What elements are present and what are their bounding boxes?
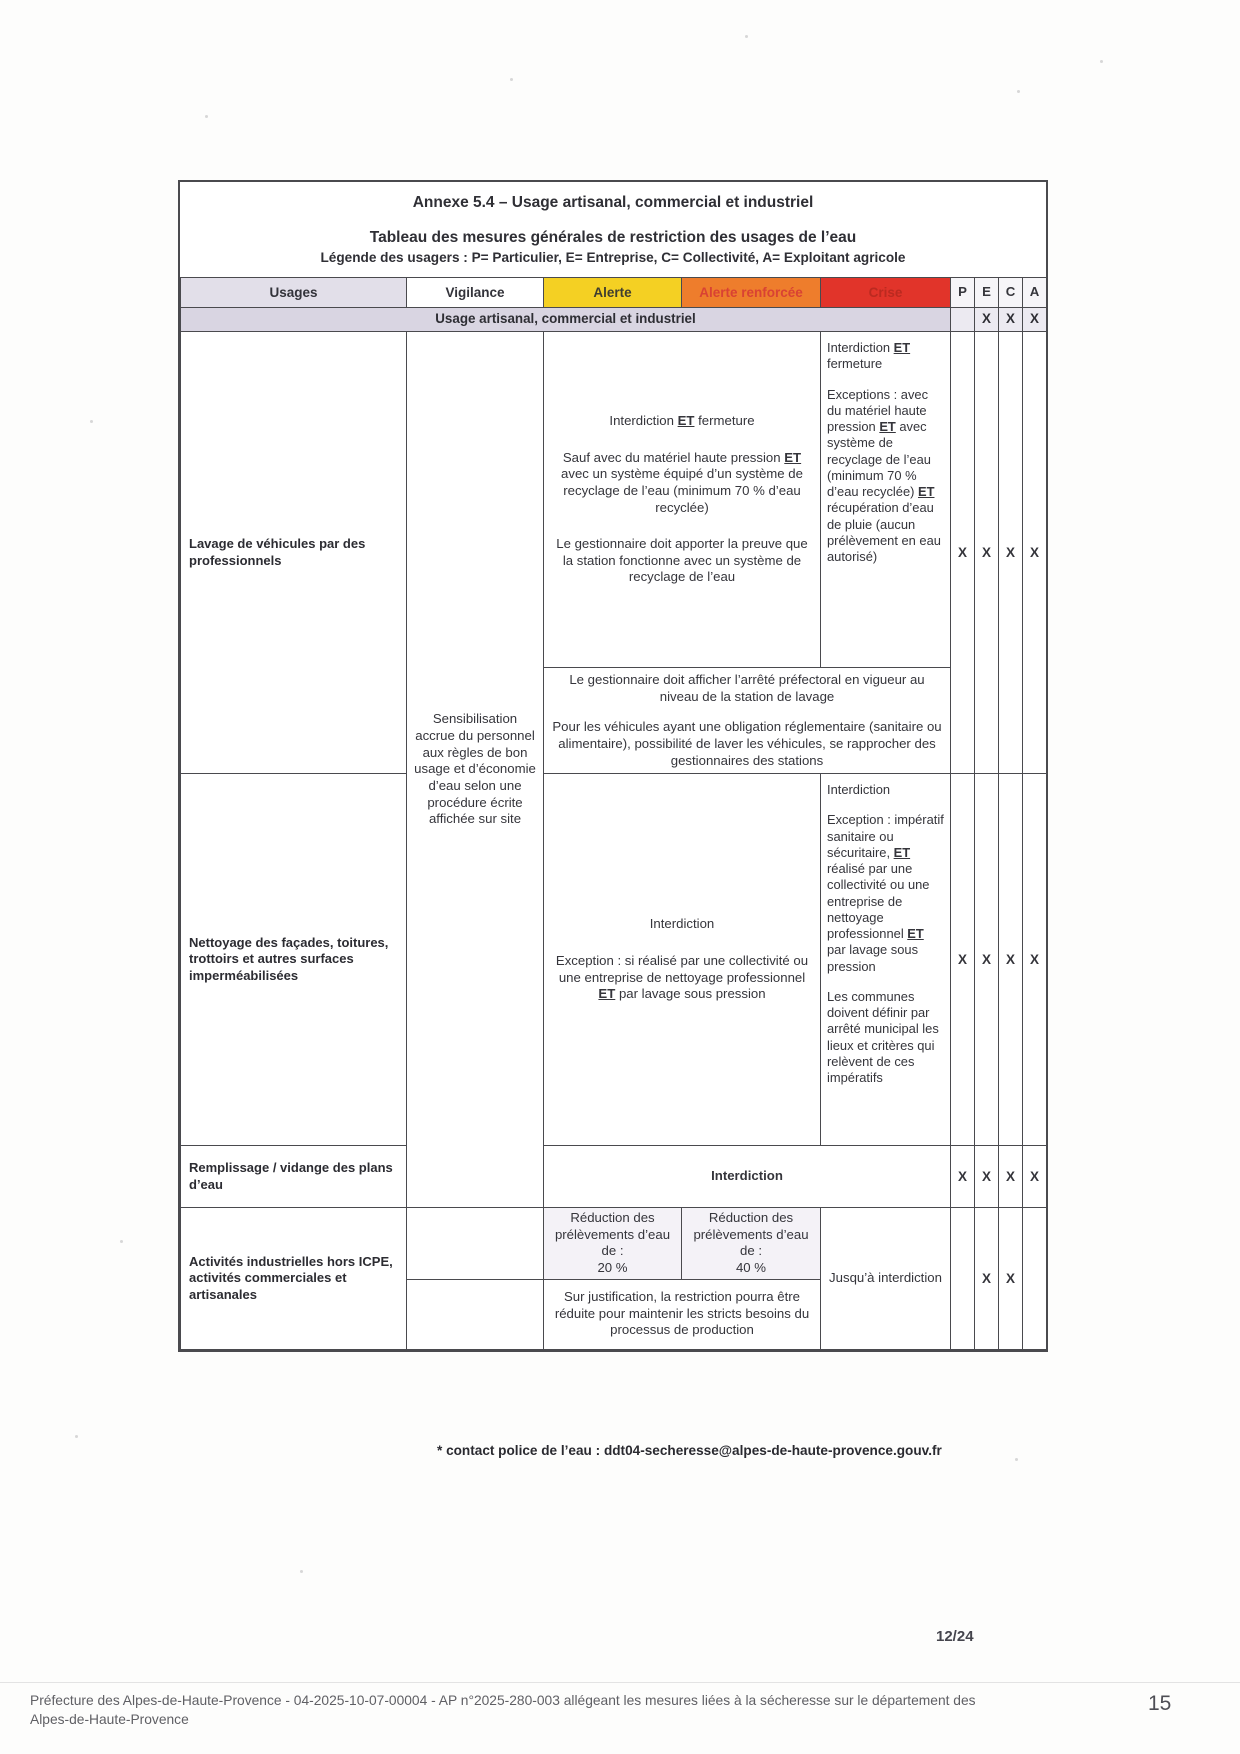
scan-noise bbox=[75, 1435, 78, 1438]
row-remplissage bbox=[181, 1146, 1047, 1208]
mark-lavage-p: X bbox=[951, 332, 975, 774]
annex-title: Annexe 5.4 – Usage artisanal, commercial et industriel bbox=[412, 194, 814, 211]
mark-remplissage-c: X bbox=[999, 1146, 1023, 1208]
cell-lavage-alerte: Interdiction ET fermeture Sauf avec du matériel haute pression ET avec un système équipé d’un système de recyclage de l’eau (minimum 70 % d’eau recyclée) Le gestionnaire doit apporter la preuve que la station fonctionne avec un système de recyclage de l’eau bbox=[544, 332, 821, 668]
footer-page-number: 15 bbox=[1148, 1692, 1172, 1715]
cell-lavage-crise: Interdiction ET fermeture Exceptions : avec du matériel haute pression ET avec système de recyclage de l’eau (minimum 70 % d’eau recyclée) ET récupération d’eau de pluie (aucun prélèvement en eau autorisé) bbox=[821, 332, 951, 668]
mark-activites-e: X bbox=[975, 1208, 999, 1350]
mark-activites-c: X bbox=[999, 1208, 1023, 1350]
cell-lavage-usage: Lavage de véhicules par des professionnels bbox=[181, 332, 407, 774]
contact-footnote: * contact police de l’eau : ddt04-secheresse@alpes-de-haute-provence.gouv.fr bbox=[437, 1443, 942, 1458]
scan-noise bbox=[745, 35, 748, 38]
footer-divider bbox=[0, 1682, 1240, 1683]
table-header-row bbox=[181, 278, 1047, 308]
mark-activites-p bbox=[951, 1208, 975, 1350]
scan-noise bbox=[510, 78, 513, 81]
section-row bbox=[181, 308, 1047, 332]
scan-page-number: 12/24 bbox=[936, 1628, 974, 1645]
cell-nettoyage-alerte: Interdiction Exception : si réalisé par une collectivité ou une entreprise de nettoyage professionnel ET par lavage sous pression bbox=[544, 774, 821, 1146]
cell-activites-vigilance-bottom bbox=[407, 1279, 544, 1349]
mark-remplissage-p: X bbox=[951, 1146, 975, 1208]
section-row-label: Usage artisanal, commercial et industriel bbox=[181, 308, 951, 332]
mark-lavage-e: X bbox=[975, 332, 999, 774]
cell-nettoyage-crise: Interdiction Exception : impératif sanitaire ou sécuritaire, ET réalisé par une collectivité ou une entreprise de nettoyage professionnel ET par lavage sous pression Les communes doivent définir par arrêté municipal les lieux et critères qui relèvent de ces impératifs bbox=[821, 774, 951, 1146]
mark-nettoyage-c: X bbox=[999, 774, 1023, 1146]
cell-activites-note: Sur justification, la restriction pourra être réduite pour maintenir les stricts besoins du processus de production bbox=[544, 1279, 821, 1349]
title-block bbox=[180, 182, 1046, 271]
cell-vigilance-shared: Sensibilisation accrue du personnel aux règles de bon usage et d’économie d’eau selon une procédure écrite affichée sur site bbox=[407, 332, 544, 1208]
header-crise: Crise bbox=[821, 278, 951, 308]
cell-nettoyage-usage: Nettoyage des façades, toitures, trottoirs et autres surfaces imperméabilisées bbox=[181, 774, 407, 1146]
header-c: C bbox=[999, 278, 1023, 308]
scan-noise bbox=[120, 1240, 123, 1243]
measures-table bbox=[180, 277, 1047, 1350]
header-p: P bbox=[951, 278, 975, 308]
cell-activites-vigilance-top bbox=[407, 1208, 544, 1280]
cell-remplissage-usage: Remplissage / vidange des plans d’eau bbox=[181, 1146, 407, 1208]
mark-lavage-c: X bbox=[999, 332, 1023, 774]
cell-activites-alerte: Réduction des prélèvements d’eau de : 20 % bbox=[544, 1208, 682, 1280]
header-e: E bbox=[975, 278, 999, 308]
cell-lavage-note: Le gestionnaire doit afficher l’arrêté préfectoral en vigueur au niveau de la station de lavage Pour les véhicules ayant une obligation réglementaire (sanitaire ou alimentaire), possibilité de laver les véhicules, se rapprocher des gestionnaires des stations bbox=[544, 668, 951, 774]
row-nettoyage bbox=[181, 774, 1047, 1146]
section-mark-c: X bbox=[999, 308, 1023, 332]
header-alerte: Alerte bbox=[544, 278, 682, 308]
mark-nettoyage-p: X bbox=[951, 774, 975, 1146]
section-mark-a: X bbox=[1023, 308, 1047, 332]
row-activites bbox=[181, 1208, 1047, 1280]
mark-nettoyage-a: X bbox=[1023, 774, 1047, 1146]
scan-noise bbox=[1017, 90, 1020, 93]
restriction-measures-table bbox=[178, 180, 1048, 1352]
scan-noise bbox=[1100, 60, 1103, 63]
section-mark-p bbox=[951, 308, 975, 332]
row-lavage bbox=[181, 332, 1047, 668]
mark-remplissage-e: X bbox=[975, 1146, 999, 1208]
footer-reference: Préfecture des Alpes-de-Haute-Provence - 04-2025-10-07-00004 - AP n°2025-280-003 allégeant les mesures liées à la sécheresse sur le département des Alpes-de-Haute-Provence bbox=[30, 1693, 976, 1727]
section-mark-e: X bbox=[975, 308, 999, 332]
mark-remplissage-a: X bbox=[1023, 1146, 1047, 1208]
mark-nettoyage-e: X bbox=[975, 774, 999, 1146]
users-legend: Légende des usagers : P= Particulier, E= Entreprise, C= Collectivité, A= Exploitant agricole bbox=[320, 250, 906, 265]
cell-activites-crise: Jusqu’à interdiction bbox=[821, 1208, 951, 1350]
mark-activites-a bbox=[1023, 1208, 1047, 1350]
header-usages: Usages bbox=[181, 278, 407, 308]
scan-noise bbox=[300, 1570, 303, 1573]
cell-activites-renforcee: Réduction des prélèvements d’eau de : 40 % bbox=[682, 1208, 821, 1280]
mark-lavage-a: X bbox=[1023, 332, 1047, 774]
header-vigilance: Vigilance bbox=[407, 278, 544, 308]
header-a: A bbox=[1023, 278, 1047, 308]
cell-activites-usage: Activités industrielles hors ICPE, activités commerciales et artisanales bbox=[181, 1208, 407, 1350]
table-title: Tableau des mesures générales de restriction des usages de l’eau bbox=[369, 229, 857, 246]
scan-noise bbox=[1015, 1458, 1018, 1461]
cell-remplissage-measure: Interdiction bbox=[544, 1146, 951, 1208]
scan-noise bbox=[90, 420, 93, 423]
header-alerte-renforcee: Alerte renforcée bbox=[682, 278, 821, 308]
scan-noise bbox=[205, 115, 208, 118]
